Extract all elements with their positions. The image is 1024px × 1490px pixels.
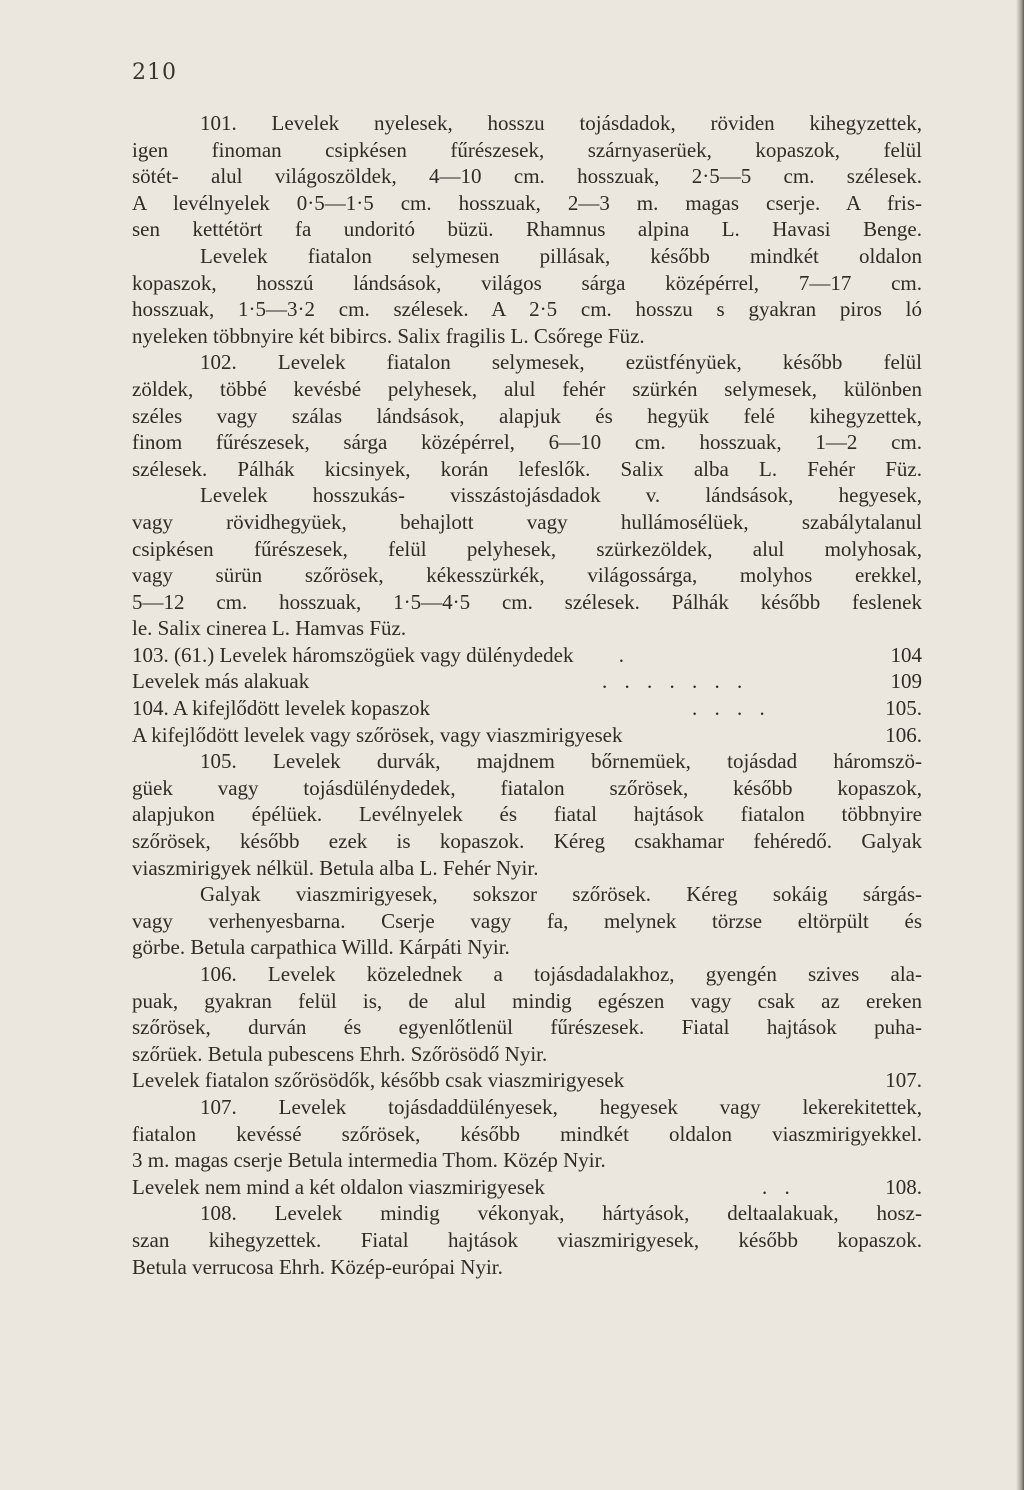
text-line: A levélnyelek 0·5—1·5 cm. hosszuak, 2—3 m. magas cserje. A fris- [132, 190, 922, 215]
key-line-text: Levelek fiatalon szőrösödők, később csak viaszmirigyesek [132, 1068, 625, 1093]
key-line-text: Levelek más alakuak [132, 669, 310, 694]
key-line-text: A kifejlődött levelek vagy szőrösek, vagy viaszmirigyesek [132, 722, 623, 747]
page-edge-shadow [1016, 0, 1024, 1490]
text-line: fiatalon kevéssé szőrösek, később mindkét oldalon viaszmirigyekkel. [132, 1121, 922, 1146]
text-line: szőrüek. Betula pubescens Ehrh. Szőrösödő Nyir. [132, 1041, 548, 1066]
text-line: Galyak viaszmirigyesek, sokszor szőrösek. Kéreg sokáig sárgás- [200, 882, 922, 907]
text-line: nyeleken többnyire két bibircs. Salix fragilis L. Csőrege Füz. [132, 323, 645, 348]
key-line-ref: 106. [885, 722, 922, 747]
key-line-ref: 108. [885, 1174, 922, 1199]
text-line: Levelek fiatalon selymesen pillásak, később mindkét oldalon [200, 243, 922, 268]
text-line: hosszuak, 1·5—3·2 cm. szélesek. A 2·5 cm. hosszu s gyakran piros ló [132, 297, 922, 322]
text-line: Betula verrucosa Ehrh. Közép-európai Nyir. [132, 1254, 503, 1279]
text-line: sen kettétört fa undoritó büzü. Rhamnus alpina L. Havasi Benge. [132, 217, 922, 242]
key-line-ref: 104 [890, 642, 922, 667]
text-line: szan kihegyzettek. Fiatal hajtások viaszmirigyesek, később kopaszok. [132, 1227, 922, 1252]
text-line: szélesek. Pálhák kicsinyek, korán lefeslők. Salix alba L. Fehér Füz. [132, 456, 922, 481]
text-line: puak, gyakran felül is, de alul mindig egészen vagy csak az ereken [132, 988, 922, 1013]
key-line-ref: 109 [890, 669, 922, 694]
key-line-text: 103. (61.) Levelek háromszögüek vagy dülénydedek [132, 642, 574, 667]
text-line: széles vagy szálas lándsások, alapjuk és hegyük felé kihegyzettek, [132, 403, 922, 428]
text-line: zöldek, többé kevésbé pelyhesek, alul fehér szürkén selymesek, különben [132, 376, 922, 401]
text-line: alapjukon épélüek. Levélnyelek és fiatal hajtások fiatalon többnyire [132, 802, 922, 827]
text-line: güek vagy tojásdülénydedek, fiatalon szőrösek, később kopaszok, [132, 775, 922, 800]
text-line: 107. Levelek tojásdaddülényesek, hegyesek vagy lekerekitettek, [200, 1094, 922, 1119]
text-line: szőrösek, durván és egyenlőtlenül fűrészesek. Fiatal hajtások puha- [132, 1015, 922, 1040]
key-line-dots: . [618, 642, 630, 667]
key-line-dots: . . [762, 1174, 796, 1199]
text-line: vagy rövidhegyüek, behajlott vagy hullámosélüek, szabálytalanul [132, 509, 922, 534]
page-number: 210 [132, 60, 177, 85]
text-line: szőrösek, később ezek is kopaszok. Kéreg csakhamar fehéredő. Galyak [132, 829, 922, 854]
key-line-ref: 105. [885, 696, 922, 721]
text-line: 105. Levelek durvák, majdnem bőrnemüek, tojásdad háromszö- [200, 749, 922, 774]
text-line: Levelek hosszukás- visszástojásdadok v. lándsások, hegyesek, [200, 483, 922, 508]
body-text [132, 110, 922, 1280]
text-line: görbe. Betula carpathica Willd. Kárpáti Nyir. [132, 935, 510, 960]
text-line: kopaszok, hosszú lándsások, világos sárga középérrel, 7—17 cm. [132, 270, 922, 295]
key-line [132, 1174, 922, 1201]
key-line-ref: 107. [885, 1068, 922, 1093]
text-line: 102. Levelek fiatalon selymesek, ezüstfényüek, később felül [200, 350, 922, 375]
text-line: vagy sürün szőrösek, kékesszürkék, világossárga, molyhos erekkel, [132, 563, 922, 588]
text-line: igen finoman csipkésen fűrészesek, szárnyaserüek, kopaszok, felül [132, 137, 922, 162]
text-line: viaszmirigyek nélkül. Betula alba L. Fehér Nyir. [132, 855, 539, 880]
key-line [132, 642, 922, 669]
text-line: le. Salix cinerea L. Hamvas Füz. [132, 616, 407, 641]
key-line-dots: . . . . . . . [602, 669, 749, 694]
text-line: 5—12 cm. hosszuak, 1·5—4·5 cm. szélesek. Pálhák később feslenek [132, 589, 922, 614]
text-line: csipkésen fűrészesek, felül pelyhesek, szürkezöldek, alul molyhosak, [132, 536, 922, 561]
text-line: sötét- alul világoszöldek, 4—10 cm. hosszuak, 2·5—5 cm. szélesek. [132, 164, 922, 189]
key-line-text: 104. A kifejlődött levelek kopaszok [132, 696, 431, 721]
text-line: vagy verhenyesbarna. Cserje vagy fa, melynek törzse eltörpült és [132, 908, 922, 933]
text-line: 106. Levelek közelednek a tojásdadalakhoz, gyengén szives ala- [200, 962, 922, 986]
text-line: 101. Levelek nyelesek, hosszu tojásdadok, röviden kihegyzettek, [200, 111, 922, 135]
text-line: 3 m. magas cserje Betula intermedia Thom. Közép Nyir. [132, 1148, 606, 1173]
key-line [132, 1067, 922, 1094]
key-line [132, 668, 922, 695]
text-line: 108. Levelek mindig vékonyak, hártyások, deltaalakuak, hosz- [200, 1201, 922, 1226]
key-line [132, 722, 922, 749]
text-line: finom fűrészesek, sárga középérrel, 6—10 cm. hosszuak, 1—2 cm. [132, 430, 922, 455]
key-line-dots: . . . . [692, 696, 771, 721]
key-line-text: Levelek nem mind a két oldalon viaszmirigyesek [132, 1174, 545, 1199]
key-line [132, 695, 922, 722]
